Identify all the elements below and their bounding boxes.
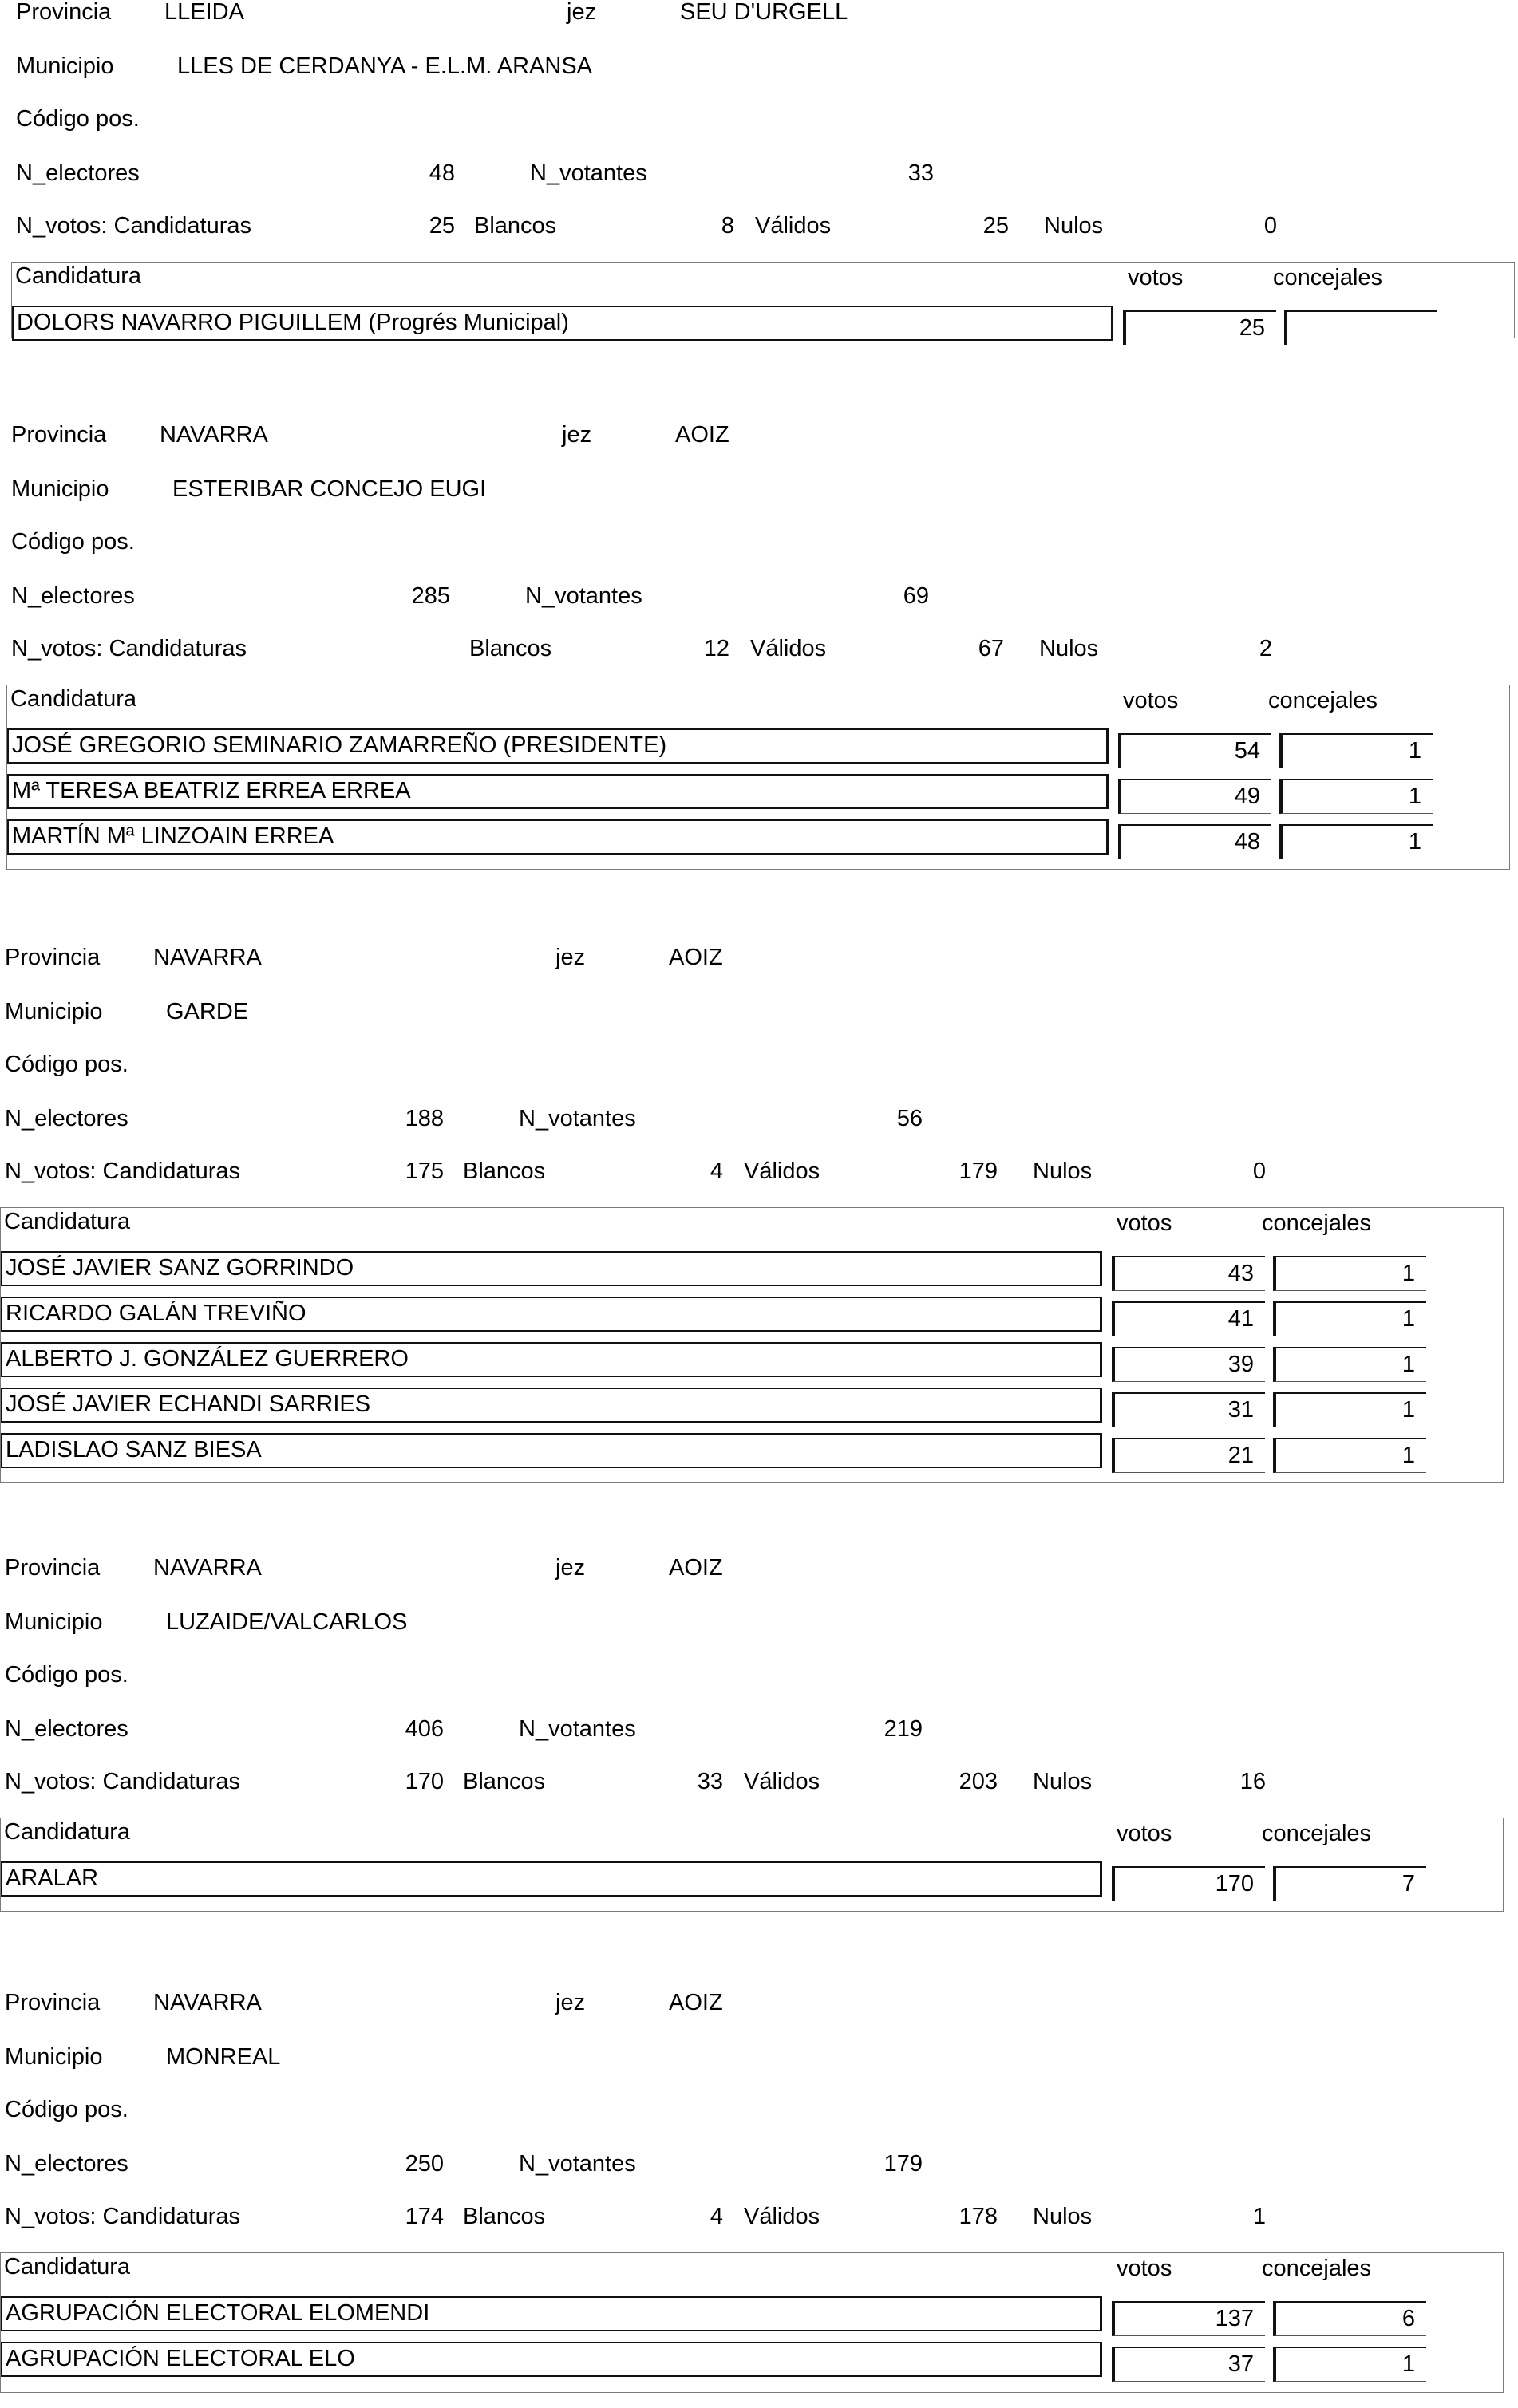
candidate-votos: 25 [1123, 310, 1276, 345]
codigo-pos-label: Código pos. [16, 106, 140, 132]
candidate-name: Mª TERESA BEATRIZ ERREA ERREA [7, 774, 1109, 809]
nulos-label: Nulos [1033, 2204, 1093, 2229]
candidate-name: ALBERTO J. GONZÁLEZ GUERRERO [1, 1342, 1102, 1377]
n-votantes-value: 56 [896, 1106, 923, 1131]
blancos-label: Blancos [469, 636, 552, 661]
candidates-table [0, 1207, 1504, 1483]
jez-label: jez [555, 1555, 586, 1581]
validos-label: Válidos [744, 2204, 820, 2229]
provincia-label: Provincia [16, 0, 112, 25]
blancos-label: Blancos [474, 213, 557, 239]
votos-header: votos [1117, 2256, 1172, 2281]
candidate-concejales: 1 [1279, 824, 1433, 859]
candidate-concejales: 1 [1279, 779, 1433, 814]
candidaturas-value: 25 [429, 213, 455, 239]
n-votos-candidaturas-label: N_votos: Candidaturas [5, 1769, 240, 1794]
candidate-concejales: 1 [1273, 1301, 1426, 1336]
municipio-value: LLES DE CERDANYA - E.L.M. ARANSA [177, 53, 593, 79]
candidatura-header: Candidatura [4, 2254, 130, 2280]
concejales-header: concejales [1273, 265, 1383, 290]
candidate-votos: 39 [1112, 1347, 1265, 1382]
candidate-concejales: 1 [1273, 1392, 1426, 1427]
municipality-block [0, 1991, 1507, 2406]
votos-header: votos [1117, 1821, 1172, 1846]
municipio-label: Municipio [5, 1609, 103, 1635]
blancos-value: 4 [710, 2204, 723, 2229]
candidate-votos: 170 [1112, 1866, 1265, 1901]
validos-value: 203 [959, 1769, 998, 1794]
n-electores-value: 188 [405, 1106, 444, 1131]
candidate-concejales: 1 [1279, 733, 1433, 768]
candidate-concejales: 1 [1273, 1256, 1426, 1291]
candidate-votos: 21 [1112, 1438, 1265, 1473]
candidaturas-value: 175 [405, 1159, 444, 1184]
provincia-label: Provincia [5, 945, 101, 970]
candidate-concejales: 1 [1273, 1438, 1426, 1473]
validos-value: 67 [978, 636, 1004, 661]
blancos-value: 33 [697, 1769, 723, 1794]
municipio-label: Municipio [11, 476, 109, 502]
candidatura-header: Candidatura [15, 263, 141, 289]
candidate-name: ARALAR [1, 1861, 1102, 1897]
candidaturas-value: 174 [405, 2204, 444, 2229]
provincia-label: Provincia [5, 1990, 101, 2015]
candidate-votos: 43 [1112, 1256, 1265, 1291]
validos-label: Válidos [755, 213, 832, 239]
n-electores-value: 250 [405, 2151, 444, 2177]
n-electores-value: 48 [429, 160, 455, 186]
municipality-block [0, 945, 1507, 1468]
blancos-value: 12 [703, 636, 729, 661]
n-electores-label: N_electores [5, 1106, 128, 1131]
municipio-value: MONREAL [166, 2044, 281, 2070]
n-votantes-label: N_votantes [519, 1716, 636, 1742]
candidate-name: LADISLAO SANZ BIESA [1, 1433, 1102, 1468]
candidate-votos: 54 [1118, 733, 1271, 768]
municipality-block [0, 1556, 1507, 1971]
nulos-value: 0 [1263, 213, 1277, 239]
codigo-pos-label: Código pos. [5, 1052, 128, 1077]
municipio-value: GARDE [166, 999, 249, 1024]
nulos-value: 1 [1252, 2204, 1266, 2229]
n-votantes-value: 69 [903, 583, 929, 609]
concejales-header: concejales [1262, 2256, 1372, 2281]
votos-header: votos [1117, 1210, 1172, 1236]
candidate-concejales: 1 [1273, 2347, 1426, 2382]
municipality-block [0, 422, 1513, 855]
jez-label: jez [567, 0, 597, 25]
codigo-pos-label: Código pos. [5, 2097, 128, 2122]
n-votantes-value: 33 [907, 160, 934, 186]
n-votantes-value: 219 [884, 1716, 923, 1742]
blancos-label: Blancos [463, 1769, 546, 1794]
candidates-table [0, 1818, 1504, 1912]
validos-label: Válidos [750, 636, 827, 661]
candidate-concejales: 7 [1273, 1866, 1426, 1901]
n-votos-candidaturas-label: N_votos: Candidaturas [11, 636, 247, 661]
candidate-name: AGRUPACIÓN ELECTORAL ELO [1, 2342, 1102, 2377]
validos-label: Válidos [744, 1159, 820, 1184]
municipio-label: Municipio [5, 999, 103, 1024]
municipio-label: Municipio [5, 2044, 103, 2070]
validos-label: Válidos [744, 1769, 820, 1794]
concejales-header: concejales [1262, 1821, 1372, 1846]
nulos-label: Nulos [1039, 636, 1099, 661]
blancos-label: Blancos [463, 2204, 546, 2229]
validos-value: 179 [959, 1159, 998, 1184]
provincia-value: NAVARRA [153, 1990, 262, 2015]
jez-value: AOIZ [675, 422, 729, 448]
n-electores-label: N_electores [5, 1716, 128, 1742]
nulos-label: Nulos [1044, 213, 1104, 239]
nulos-label: Nulos [1033, 1159, 1093, 1184]
jez-value: AOIZ [669, 1990, 723, 2015]
candidate-votos: 31 [1112, 1392, 1265, 1427]
candidate-concejales: 6 [1273, 2301, 1426, 2336]
n-electores-label: N_electores [16, 160, 140, 186]
candidatura-header: Candidatura [4, 1209, 130, 1234]
candidatura-header: Candidatura [4, 1819, 130, 1845]
jez-value: SEU D'URGELL [680, 0, 848, 25]
validos-value: 25 [982, 213, 1009, 239]
municipio-value: LUZAIDE/VALCARLOS [166, 1609, 408, 1635]
provincia-label: Provincia [11, 422, 107, 448]
municipality-block [0, 0, 1518, 415]
candidates-table [11, 262, 1515, 341]
validos-value: 178 [959, 2204, 998, 2229]
candidate-name: JOSÉ GREGORIO SEMINARIO ZAMARREÑO (PRESIDENTE) [7, 728, 1109, 764]
nulos-value: 0 [1252, 1159, 1266, 1184]
n-electores-value: 406 [405, 1716, 444, 1742]
concejales-header: concejales [1262, 1210, 1372, 1236]
candidate-votos: 137 [1112, 2301, 1265, 2336]
candidate-name: MARTÍN Mª LINZOAIN ERREA [7, 819, 1109, 855]
codigo-pos-label: Código pos. [11, 529, 135, 555]
n-votos-candidaturas-label: N_votos: Candidaturas [5, 1159, 240, 1184]
nulos-value: 2 [1259, 636, 1272, 661]
blancos-label: Blancos [463, 1159, 546, 1184]
jez-value: AOIZ [669, 945, 723, 970]
candidatura-header: Candidatura [10, 686, 136, 712]
candidate-votos: 48 [1118, 824, 1271, 859]
n-votos-candidaturas-label: N_votos: Candidaturas [16, 213, 251, 239]
n-votantes-value: 179 [884, 2151, 923, 2177]
n-votantes-label: N_votantes [530, 160, 647, 186]
votos-header: votos [1123, 688, 1179, 713]
candidate-concejales [1284, 310, 1437, 345]
nulos-label: Nulos [1033, 1769, 1093, 1794]
nulos-value: 16 [1239, 1769, 1266, 1794]
jez-label: jez [555, 945, 586, 970]
n-votantes-label: N_votantes [519, 1106, 636, 1131]
candidaturas-value: 170 [405, 1769, 444, 1794]
candidate-name: JOSÉ JAVIER SANZ GORRINDO [1, 1251, 1102, 1286]
jez-value: AOIZ [669, 1555, 723, 1581]
candidate-name: JOSÉ JAVIER ECHANDI SARRIES [1, 1388, 1102, 1423]
provincia-value: NAVARRA [153, 1555, 262, 1581]
municipio-value: ESTERIBAR CONCEJO EUGI [172, 476, 487, 502]
candidate-votos: 41 [1112, 1301, 1265, 1336]
candidate-concejales: 1 [1273, 1347, 1426, 1382]
n-votos-candidaturas-label: N_votos: Candidaturas [5, 2204, 240, 2229]
provincia-value: NAVARRA [160, 422, 268, 448]
n-votantes-label: N_votantes [525, 583, 642, 609]
provincia-value: NAVARRA [153, 945, 262, 970]
provincia-value: LLEIDA [164, 0, 244, 25]
n-votantes-label: N_votantes [519, 2151, 636, 2177]
candidate-votos: 49 [1118, 779, 1271, 814]
jez-label: jez [562, 422, 592, 448]
candidates-table [6, 685, 1510, 870]
candidate-name: AGRUPACIÓN ELECTORAL ELOMENDI [1, 2296, 1102, 2331]
n-electores-value: 285 [411, 583, 450, 609]
candidate-name: DOLORS NAVARRO PIGUILLEM (Progrés Municipal) [12, 306, 1113, 341]
blancos-value: 8 [721, 213, 734, 239]
n-electores-label: N_electores [5, 2151, 128, 2177]
candidate-votos: 37 [1112, 2347, 1265, 2382]
blancos-value: 4 [710, 1159, 723, 1184]
n-electores-label: N_electores [11, 583, 135, 609]
provincia-label: Provincia [5, 1555, 101, 1581]
concejales-header: concejales [1268, 688, 1378, 713]
candidate-name: RICARDO GALÁN TREVIÑO [1, 1297, 1102, 1332]
municipio-label: Municipio [16, 53, 114, 79]
votos-header: votos [1128, 265, 1184, 290]
candidates-table [0, 2252, 1504, 2393]
codigo-pos-label: Código pos. [5, 1662, 128, 1688]
jez-label: jez [555, 1990, 586, 2015]
